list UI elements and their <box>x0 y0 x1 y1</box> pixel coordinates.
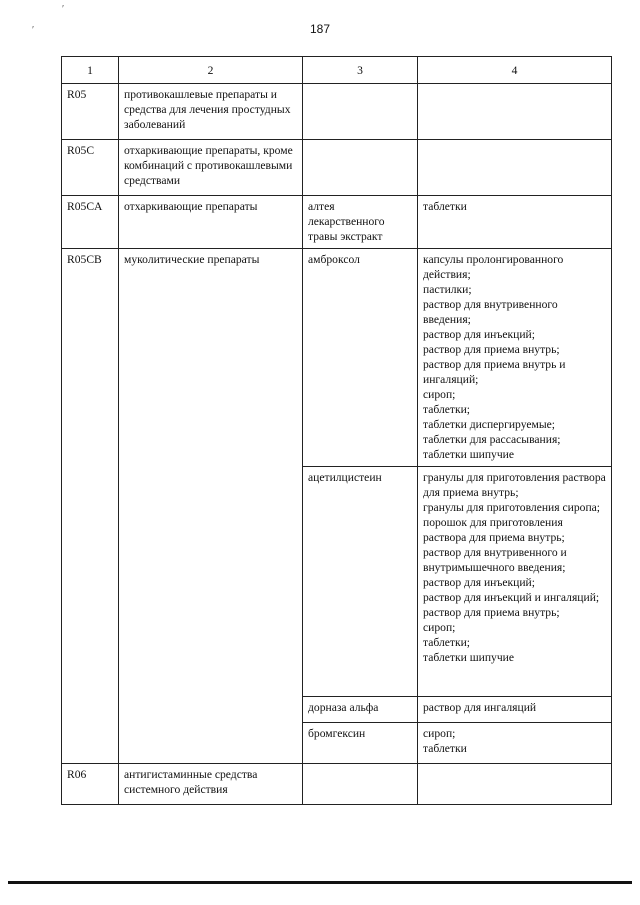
header-row <box>62 57 612 84</box>
group-cell: муколитические препараты <box>119 249 303 764</box>
scan-mark: ′ <box>62 4 65 15</box>
table-row <box>62 84 612 140</box>
atc-code-cell: R05C <box>62 140 119 196</box>
drug-table <box>61 56 612 805</box>
table-row <box>62 140 612 196</box>
page-number: 187 <box>309 22 331 36</box>
atc-code-cell: R05 <box>62 84 119 140</box>
table-row <box>62 764 612 805</box>
dosage-forms-cell: раствор для ингаляций <box>418 697 612 723</box>
atc-code-cell: R06 <box>62 764 119 805</box>
dosage-forms-cell <box>418 764 612 805</box>
atc-code-cell: R05CB <box>62 249 119 764</box>
drug-name-cell <box>303 140 418 196</box>
drug-name-cell: бромгексин <box>303 723 418 764</box>
drug-name-cell: алтея лекарственного травы экстракт <box>303 196 418 249</box>
header-cell: 1 <box>62 57 119 84</box>
dosage-forms-cell: таблетки <box>418 196 612 249</box>
header-cell: 2 <box>119 57 303 84</box>
table-row <box>62 196 612 249</box>
bottom-rule <box>8 881 632 884</box>
group-cell: противокашлевые препараты и средства для лечения простудных заболеваний <box>119 84 303 140</box>
dosage-forms-cell <box>418 140 612 196</box>
dosage-forms-cell: гранулы для приготовления раствора для приема внутрь; гранулы для приготовления сиропа; порошок для приготовления раствора для приема внутрь; раствор для внутривенного и внутримышечного введения; раствор для инъекций; раствор для инъекций и ингаляций; раствор для приема внутрь; сироп; таблетки; таблетки шипучие <box>418 467 612 697</box>
drug-name-cell: ацетилцистеин <box>303 467 418 697</box>
group-cell: отхаркивающие препараты <box>119 196 303 249</box>
header-cell: 3 <box>303 57 418 84</box>
drug-name-cell: амброксол <box>303 249 418 467</box>
dosage-forms-cell: капсулы пролонгированного действия; пастилки; раствор для внутривенного введения; раствор для инъекций; раствор для приема внутрь; раствор для приема внутрь и ингаляций; сироп; таблетки; таблетки диспергируемые; таблетки для рассасывания; таблетки шипучие <box>418 249 612 467</box>
table-row <box>62 249 612 467</box>
dosage-forms-cell <box>418 84 612 140</box>
dosage-forms-cell: сироп; таблетки <box>418 723 612 764</box>
drug-name-cell <box>303 84 418 140</box>
drug-name-cell <box>303 764 418 805</box>
atc-code-cell: R05CA <box>62 196 119 249</box>
scan-mark: ′ <box>32 25 35 36</box>
drug-name-cell: дорназа альфа <box>303 697 418 723</box>
group-cell: отхаркивающие препараты, кроме комбинаций с противокашлевыми средствами <box>119 140 303 196</box>
header-cell: 4 <box>418 57 612 84</box>
group-cell: антигистаминные средства системного действия <box>119 764 303 805</box>
